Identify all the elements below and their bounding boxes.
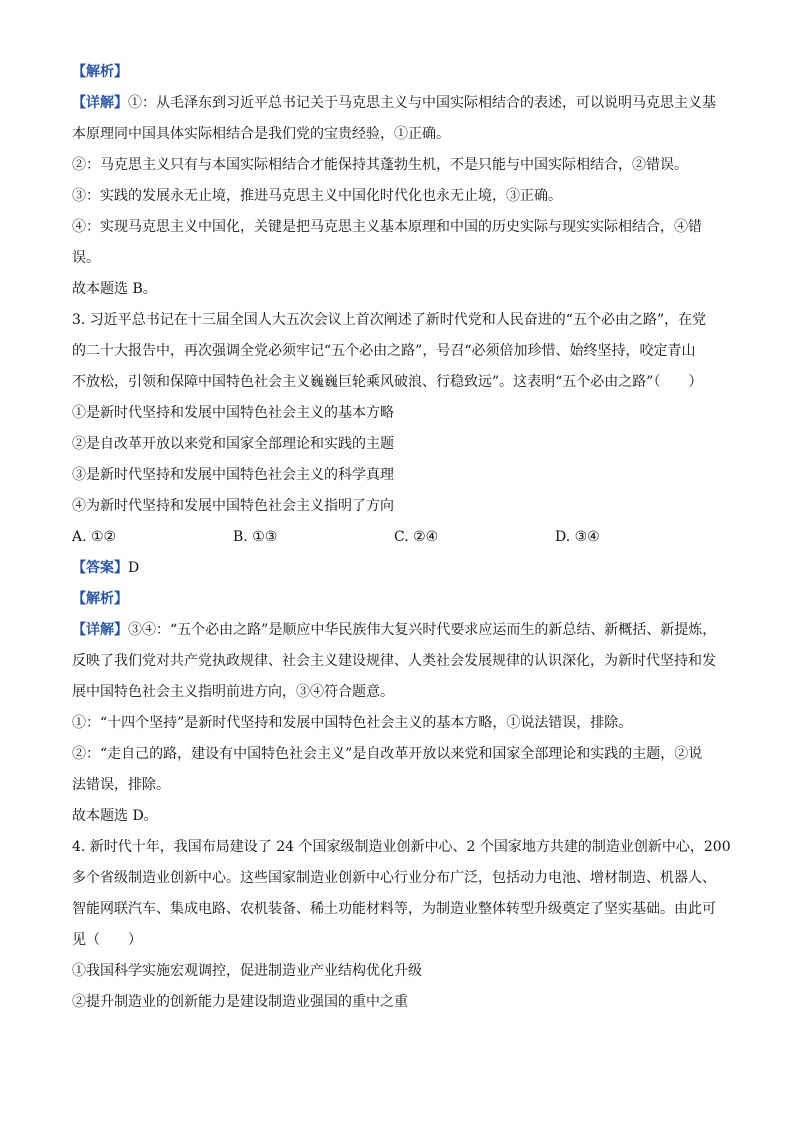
q3-statement-4: ④为新时代坚持和发展中国特色社会主义指明了方向 [72,498,394,514]
q2-detail-line-3: ②：马克思主义只有与本国实际相结合才能保持其蓬勃生机，不是只能与中国实际相结合，②错误。 [72,157,688,173]
q4-stem-line-2: 多个省级制造业创新中心。这些国家制造业创新中心行业分布广泛，包括动力电池、增材制造、机器人、 [72,870,716,886]
q3-detail-line-5: ②：“走自己的路，建设有中国特色社会主义”是自改革开放以来党和国家全部理论和实践的主题，②说 [72,746,703,762]
q3-option-c: C. ②④ [394,529,439,545]
q2-detail-line-6: 误。 [72,250,100,266]
q3-stem-line-3: 不放松，引领和保障中国特色社会主义巍巍巨轮乘风破浪、行稳致远”。这表明“五个必由之路”（ ） [72,374,703,390]
q3-statement-2: ②是自改革开放以来党和国家全部理论和实践的主题 [72,436,394,452]
q3-statement-3: ③是新时代坚持和发展中国特色社会主义的科学真理 [72,467,394,483]
q4-stem-line-3: 智能网联汽车、集成电路、农机装备、稀土功能材料等，为制造业整体转型升级奠定了坚实基础。由此可 [72,901,716,917]
document-page [72,62,732,1023]
detail-tag: 【详解】 [72,95,128,111]
q3-detail-line-2: 反映了我们党对共产党执政规律、社会主义建设规律、人类社会发展规律的认识深化，为新时代坚持和发 [72,653,716,669]
analysis-heading [72,62,732,93]
q3-analysis-heading [72,589,732,620]
q2-detail-line-5: ④：实现马克思主义中国化，关键是把马克思主义基本原理和中国的历史实际与现实实际相结合，④错 [72,219,702,235]
q2-conclusion: 故本题选 B。 [72,281,157,297]
q4-stem-line-4: 见（ ） [72,932,142,948]
q3-detail-line-4: ①：“十四个坚持”是新时代坚持和发展中国特色社会主义的基本方略，①说法错误，排除。 [72,715,633,731]
q3-stem-line-1: 3. 习近平总书记在十三届全国人大五次会议上首次阐述了新时代党和人民奋进的“五个必由之路”，在党 [72,312,707,328]
q3-answer: D [128,560,140,576]
q3-statement-1: ①是新时代坚持和发展中国特色社会主义的基本方略 [72,405,394,421]
q2-detail-line-2: 本原理同中国具体实际相结合是我们党的宝贵经验，①正确。 [72,126,450,142]
q2-detail-text-1: ①：从毛泽东到习近平总书记关于马克思主义与中国实际相结合的表述，可以说明马克思主义基 [128,95,716,111]
q2-detail-line-1 [72,93,732,124]
q4-stem-line-1: 4. 新时代十年，我国布局建设了 24 个国家级制造业创新中心、2 个国家地方共建的制造业创新中心，200 [72,839,731,855]
q3-answer-line [72,558,732,589]
q3-option-d: D. ③④ [555,529,600,545]
q3-detail-line-1 [72,620,732,651]
q2-detail-line-4: ③：实践的发展永无止境，推进马克思主义中国化时代化也永无止境，③正确。 [72,188,562,204]
q3-options [72,527,732,558]
q3-conclusion: 故本题选 D。 [72,808,158,824]
answer-tag: 【答案】 [72,560,128,576]
q4-statement-1: ①我国科学实施宏观调控，促进制造业产业结构优化升级 [72,963,422,979]
q3-detail-line-6: 法错误，排除。 [72,777,170,793]
analysis-tag: 【解析】 [72,64,128,80]
q3-option-b: B. ①③ [233,529,278,545]
q3-detail-text-1: ③④：“五个必由之路”是顺应中华民族伟大复兴时代要求应运而生的新总结、新概括、新提炼， [128,622,717,638]
q3-stem-line-2: 的二十大报告中，再次强调全党必须牢记“五个必由之路”，号召“必须倍加珍惜、始终坚持，咬定青山 [72,343,696,359]
analysis-tag: 【解析】 [72,591,128,607]
detail-tag: 【详解】 [72,622,128,638]
q3-detail-line-3: 展中国特色社会主义指明前进方向，③④符合题意。 [72,684,394,700]
q4-statement-2: ②提升制造业的创新能力是建设制造业强国的重中之重 [72,994,408,1010]
q3-option-a: A. ①② [72,529,117,545]
